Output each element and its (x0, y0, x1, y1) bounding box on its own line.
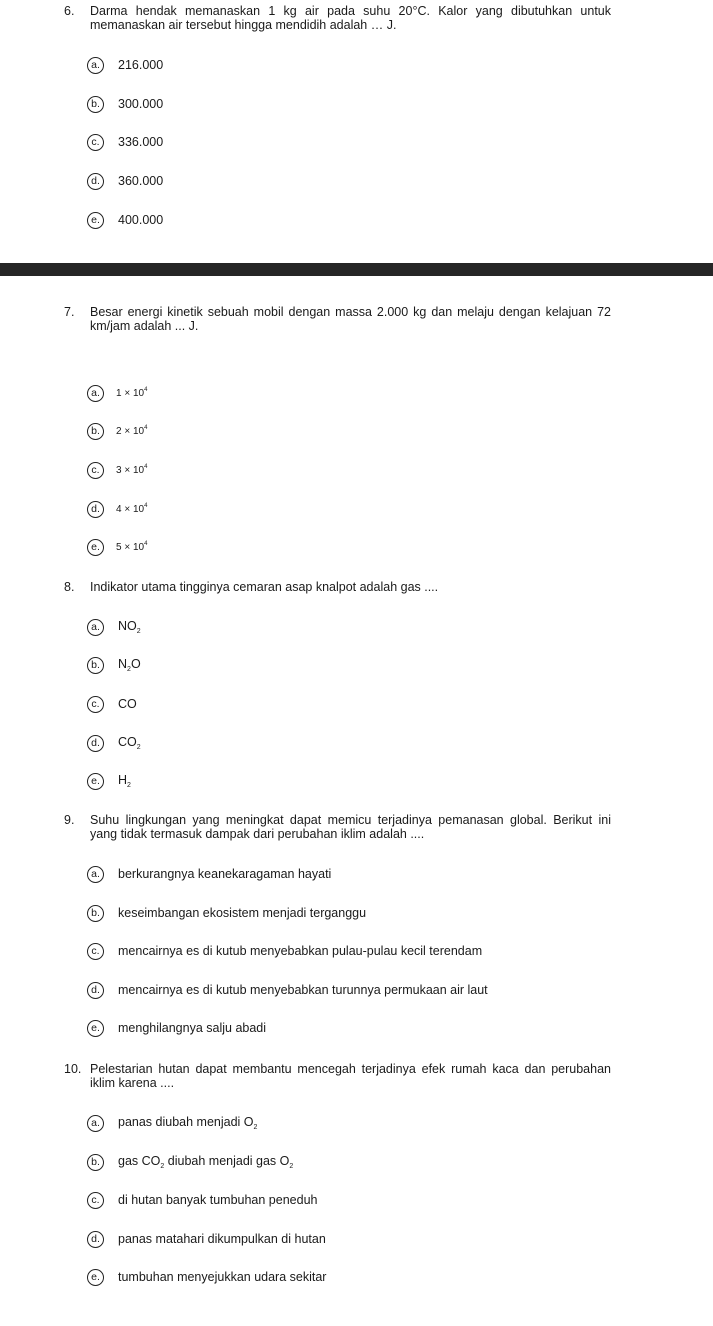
option-letter: a. (87, 866, 104, 883)
option-text: berkurangnya keanekaragaman hayati (118, 867, 332, 881)
question-text: Suhu lingkungan yang meningkat dapat memicu terjadinya pemanasan global. Berikut ini yang tidak termasuk dampak dari perubahan iklim adalah .... (90, 813, 611, 841)
option-text: $H_2$ (118, 773, 131, 789)
question-text: Besar energi kinetik sebuah mobil dengan massa 2.000 kg dan melaju dengan kelajuan 72 km/jam adalah ... J. (90, 305, 611, 333)
option-7c[interactable] (87, 461, 147, 479)
subscript: 2 (289, 1163, 294, 1170)
option-text: panas diubah menjadi $O_2$ (118, 1115, 258, 1131)
option-letter: b. (87, 657, 104, 674)
option-text: $3 \times 10^4$ (116, 464, 148, 476)
question-text: Pelestarian hutan dapat membantu mencegah terjadinya efek rumah kaca dan perubahan iklim karena .... (90, 1062, 611, 1090)
option-text: gas $CO_2$ diubah menjadi gas $O_2$ (118, 1154, 294, 1170)
option-letter: c. (87, 134, 104, 151)
subscript: 2 (127, 666, 131, 673)
option-text: 360.000 (118, 174, 164, 188)
option-text: mencairnya es di kutub menyebabkan pulau-pulau kecil terendam (118, 944, 483, 958)
option-text: mencairnya es di kutub menyebabkan turunnya permukaan air laut (118, 983, 488, 997)
option-9e[interactable] (87, 1019, 266, 1037)
exponent: 4 (144, 503, 148, 509)
exponent: 4 (144, 464, 148, 470)
page-divider (0, 263, 713, 276)
question-number: 9. (64, 813, 75, 827)
option-10a[interactable] (87, 1114, 257, 1132)
option-8a[interactable] (87, 618, 141, 636)
option-text: di hutan banyak tumbuhan peneduh (118, 1193, 318, 1207)
option-8d[interactable] (87, 734, 141, 752)
option-letter: e. (87, 773, 104, 790)
option-8b[interactable] (87, 656, 141, 674)
option-letter: a. (87, 1115, 104, 1132)
option-text: $2 \times 10^4$ (116, 425, 148, 437)
option-9c[interactable] (87, 942, 482, 960)
option-6e[interactable] (87, 211, 163, 229)
exponent: 4 (144, 387, 148, 393)
option-10b[interactable] (87, 1153, 293, 1171)
option-text: CO (118, 697, 137, 711)
question-text: Indikator utama tingginya cemaran asap knalpot adalah gas .... (90, 580, 439, 594)
option-letter: a. (87, 57, 104, 74)
option-9d[interactable] (87, 981, 488, 999)
option-letter: b. (87, 1154, 104, 1171)
exponent: 4 (144, 425, 148, 431)
option-7d[interactable] (87, 500, 147, 518)
option-text: $1 \times 10^4$ (116, 387, 148, 399)
option-8e[interactable] (87, 772, 131, 790)
option-9a[interactable] (87, 865, 331, 883)
subscript: 2 (127, 782, 131, 789)
option-8c[interactable] (87, 695, 137, 713)
option-7e[interactable] (87, 538, 147, 556)
option-letter: b. (87, 423, 104, 440)
option-7b[interactable] (87, 422, 147, 440)
option-letter: d. (87, 735, 104, 752)
option-letter: c. (87, 943, 104, 960)
option-text: $CO_2$ (118, 735, 141, 751)
option-letter: e. (87, 1020, 104, 1037)
exponent: 4 (144, 541, 148, 547)
subscript: 2 (253, 1124, 258, 1131)
option-letter: c. (87, 1192, 104, 1209)
option-letter: b. (87, 905, 104, 922)
option-text: $4 \times 10^4$ (116, 503, 148, 515)
option-letter: e. (87, 212, 104, 229)
question-number: 8. (64, 580, 75, 594)
option-6a[interactable] (87, 56, 163, 74)
subscript: 2 (160, 1163, 165, 1170)
subscript: 2 (136, 744, 141, 751)
question-number: 10. (64, 1062, 82, 1076)
option-letter: d. (87, 173, 104, 190)
option-text: keseimbangan ekosistem menjadi terganggu (118, 906, 367, 920)
option-text: 336.000 (118, 135, 164, 149)
option-letter: e. (87, 1269, 104, 1286)
option-6c[interactable] (87, 133, 163, 151)
question-text: Darma hendak memanaskan 1 kg air pada suhu 20°C. Kalor yang dibutuhkan untuk memanaskan air tersebut hingga mendidih adalah … J. (90, 4, 611, 32)
question-number: 6. (64, 4, 75, 18)
option-letter: d. (87, 501, 104, 518)
option-text: $5 \times 10^4$ (116, 541, 148, 553)
option-10d[interactable] (87, 1230, 326, 1248)
option-text: 300.000 (118, 97, 164, 111)
option-6d[interactable] (87, 172, 163, 190)
option-letter: a. (87, 619, 104, 636)
option-letter: e. (87, 539, 104, 556)
option-letter: c. (87, 696, 104, 713)
option-6b[interactable] (87, 95, 163, 113)
option-letter: d. (87, 982, 104, 999)
option-text: menghilangnya salju abadi (118, 1021, 267, 1035)
question-number: 7. (64, 305, 75, 319)
option-10e[interactable] (87, 1268, 326, 1286)
option-10c[interactable] (87, 1191, 317, 1209)
option-9b[interactable] (87, 904, 366, 922)
option-text: tumbuhan menyejukkan udara sekitar (118, 1270, 327, 1284)
option-letter: b. (87, 96, 104, 113)
option-letter: c. (87, 462, 104, 479)
option-text: 216.000 (118, 58, 164, 72)
option-letter: d. (87, 1231, 104, 1248)
option-text: $NO_2$ (118, 619, 141, 635)
option-text: 400.000 (118, 213, 164, 227)
option-7a[interactable] (87, 384, 147, 402)
option-text: panas matahari dikumpulkan di hutan (118, 1232, 326, 1246)
subscript: 2 (136, 628, 141, 635)
option-text: $N_2O$ (118, 657, 141, 673)
option-letter: a. (87, 385, 104, 402)
